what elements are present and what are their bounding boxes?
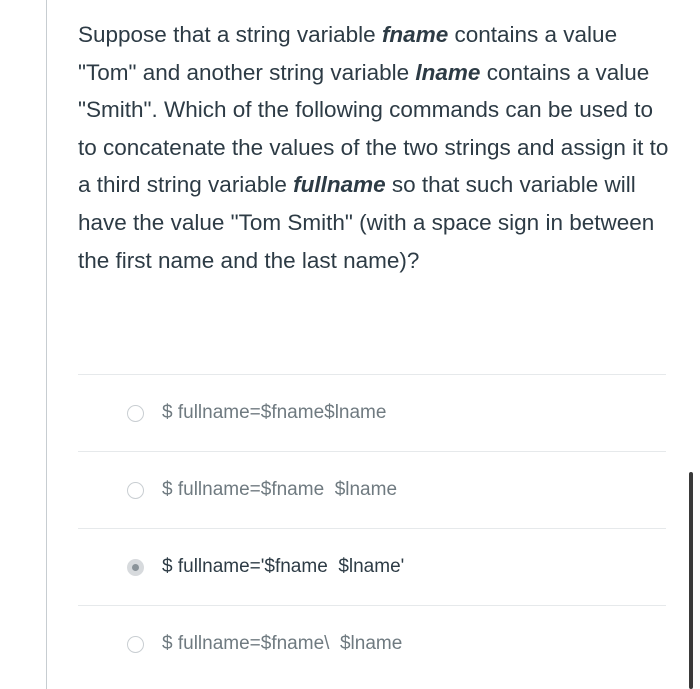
scrollbar-thumb[interactable] <box>689 472 693 689</box>
variable-fullname: fullname <box>293 172 386 198</box>
question-text <box>78 16 678 279</box>
answer-label-2: $ fullname=$fname $lname <box>162 479 398 500</box>
radio-button-4[interactable] <box>127 636 144 653</box>
radio-button-1[interactable] <box>127 405 144 422</box>
answer-label-1: $ fullname=$fname$lname <box>162 402 387 423</box>
variable-fname: fname <box>381 22 449 47</box>
question-segment: so that such variable will have the value "Tom Smith" (with a space sign in between the first name and the last name)? <box>78 172 655 273</box>
answer-option-2[interactable] <box>78 452 666 528</box>
answer-option-4[interactable] <box>78 606 666 682</box>
radio-button-3-selected[interactable] <box>127 559 144 576</box>
question-segment: contains a value "Tom" and another string variable <box>78 22 618 85</box>
question-segment: contains a value "Smith". Which of the following commands can be used to to concatenate the values of the two strings and assign it to a third string variable <box>78 59 669 198</box>
panel-left-border <box>46 0 47 689</box>
answer-list <box>78 374 666 682</box>
answer-option-1[interactable] <box>78 375 666 451</box>
answer-option-3[interactable] <box>78 529 666 605</box>
question-segment: Suppose that a string variable <box>78 22 382 47</box>
answer-label-3: $ fullname='$fname $lname' <box>162 556 405 577</box>
radio-button-2[interactable] <box>127 482 144 499</box>
answer-label-4: $ fullname=$fname\ $lname <box>162 633 403 654</box>
variable-lname: lname <box>415 59 481 85</box>
